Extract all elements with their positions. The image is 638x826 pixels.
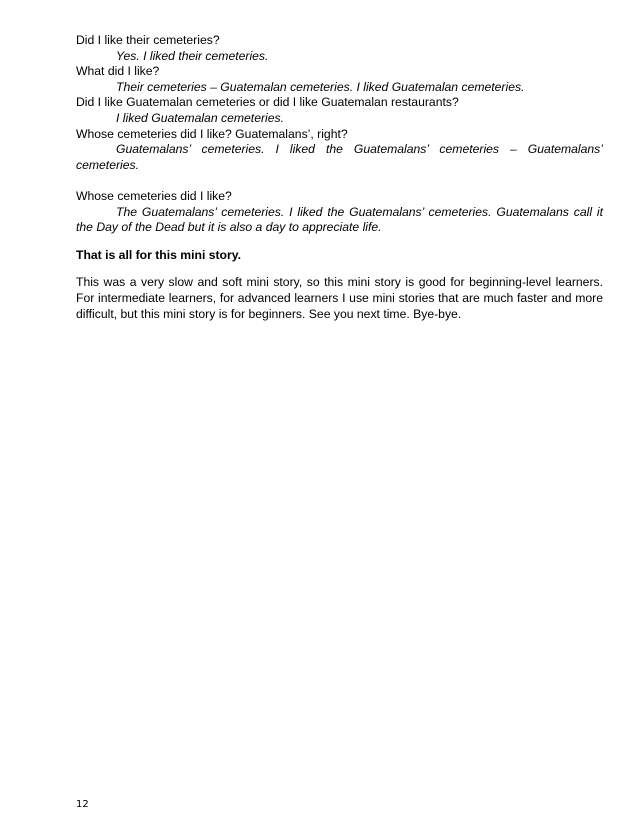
page-number: 12: [76, 799, 89, 810]
answer-line: I liked Guatemalan cemeteries.: [116, 110, 284, 125]
document-body: [76, 33, 603, 322]
question-line: Did I like Guatemalan cemeteries or did I like Guatemalan restaurants?: [76, 95, 459, 110]
question-line: Whose cemeteries did I like?: [76, 188, 232, 203]
question-line: Did I like their cemeteries?: [76, 33, 220, 47]
question-line: Whose cemeteries did I like? Guatemalans’, right?: [76, 126, 348, 141]
answer-paragraph: Guatemalans’ cemeteries. I liked the Guatemalans’ cemeteries – Guatemalans’ cemeteries.: [76, 142, 603, 172]
answer-line: Their cemeteries – Guatemalan cemeteries. I liked Guatemalan cemeteries.: [116, 79, 525, 94]
question-line: What did I like?: [76, 64, 160, 79]
closing-paragraph: This was a very slow and soft mini story, so this mini story is good for beginning-level learners. For intermediate learners, for advanced learners I use mini stories that are much faster and more difficult, but this mini story is for beginners. See you next time. Bye-bye.: [76, 275, 603, 321]
closing-heading: That is all for this mini story.: [76, 247, 242, 262]
answer-paragraph: The Guatemalans’ cemeteries. I liked the Guatemalans’ cemeteries. Guatemalans call it the Day of the Dead but it is also a day to appreciate life.: [76, 204, 603, 235]
answer-line: Yes. I liked their cemeteries.: [116, 48, 269, 63]
